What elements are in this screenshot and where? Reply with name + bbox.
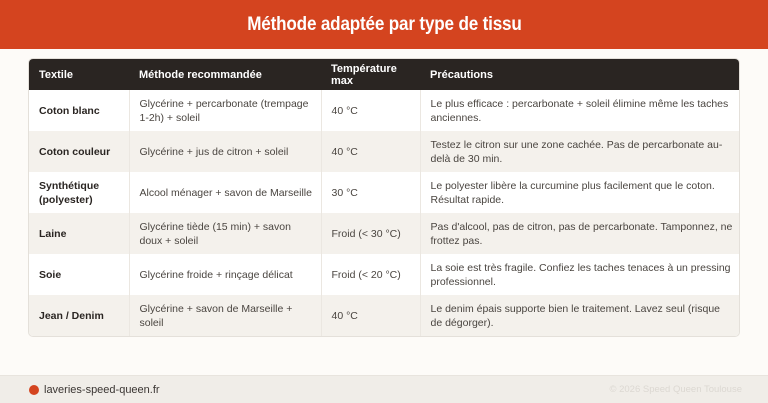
precautions-cell: La soie est très fragile. Confiez les taches tenaces à un pressing professionnel. bbox=[420, 254, 739, 295]
table-row bbox=[29, 131, 739, 172]
column-header-textile: Textile bbox=[39, 68, 74, 81]
table-row bbox=[29, 90, 739, 131]
table-row bbox=[29, 213, 739, 254]
temperature-cell: 40 °C bbox=[321, 90, 420, 131]
brand-link[interactable]: laveries-speed-queen.fr bbox=[44, 383, 160, 396]
methode-cell: Glycérine + savon de Marseille + soleil bbox=[129, 295, 321, 336]
brand bbox=[29, 384, 160, 396]
table-row bbox=[29, 172, 739, 213]
methode-cell: Glycérine + jus de citron + soleil bbox=[129, 131, 321, 172]
orange-dot-icon bbox=[29, 385, 39, 395]
copyright-text: © 2026 Speed Queen Toulouse bbox=[609, 384, 742, 395]
temperature-cell: Froid (< 20 °C) bbox=[321, 254, 420, 295]
temperature-cell: 40 °C bbox=[321, 131, 420, 172]
precautions-cell: Testez le citron sur une zone cachée. Pas de percarbonate au-delà de 30 min. bbox=[420, 131, 739, 172]
temperature-cell: Froid (< 30 °C) bbox=[321, 213, 420, 254]
textile-cell: Coton blanc bbox=[39, 104, 100, 117]
methode-cell: Glycérine + percarbonate (trempage 1-2h) + soleil bbox=[129, 90, 321, 131]
textile-cell: Soie bbox=[39, 268, 62, 281]
column-header-methode: Méthode recommandée bbox=[139, 68, 262, 81]
column-header-temperature: Température max bbox=[331, 62, 397, 87]
textile-cell: Laine bbox=[39, 227, 67, 240]
precautions-cell: Pas d'alcool, pas de citron, pas de percarbonate. Tamponnez, ne frottez pas. bbox=[420, 213, 739, 254]
temperature-cell: 40 °C bbox=[321, 295, 420, 336]
methode-cell: Glycérine tiède (15 min) + savon doux + soleil bbox=[129, 213, 321, 254]
title-bar bbox=[0, 0, 768, 49]
footer bbox=[0, 375, 768, 403]
page-title: Méthode adaptée par type de tissu bbox=[246, 13, 522, 35]
table-row bbox=[29, 254, 739, 295]
textile-cell: Coton couleur bbox=[39, 145, 111, 158]
textile-cell: Synthétique (polyester) bbox=[39, 179, 100, 206]
precautions-cell: Le polyester libère la curcumine plus facilement que le coton. Résultat rapide. bbox=[420, 172, 739, 213]
temperature-cell: 30 °C bbox=[321, 172, 420, 213]
table-header-row bbox=[29, 59, 739, 90]
methode-cell: Glycérine froide + rinçage délicat bbox=[129, 254, 321, 295]
methode-cell: Alcool ménager + savon de Marseille bbox=[129, 172, 321, 213]
textile-cell: Jean / Denim bbox=[39, 309, 104, 322]
precautions-cell: Le denim épais supporte bien le traitement. Lavez seul (risque de dégorger). bbox=[420, 295, 739, 336]
fabric-method-table bbox=[28, 58, 740, 337]
column-header-precautions: Précautions bbox=[430, 68, 493, 81]
table-row bbox=[29, 295, 739, 336]
precautions-cell: Le plus efficace : percarbonate + soleil élimine même les taches anciennes. bbox=[420, 90, 739, 131]
